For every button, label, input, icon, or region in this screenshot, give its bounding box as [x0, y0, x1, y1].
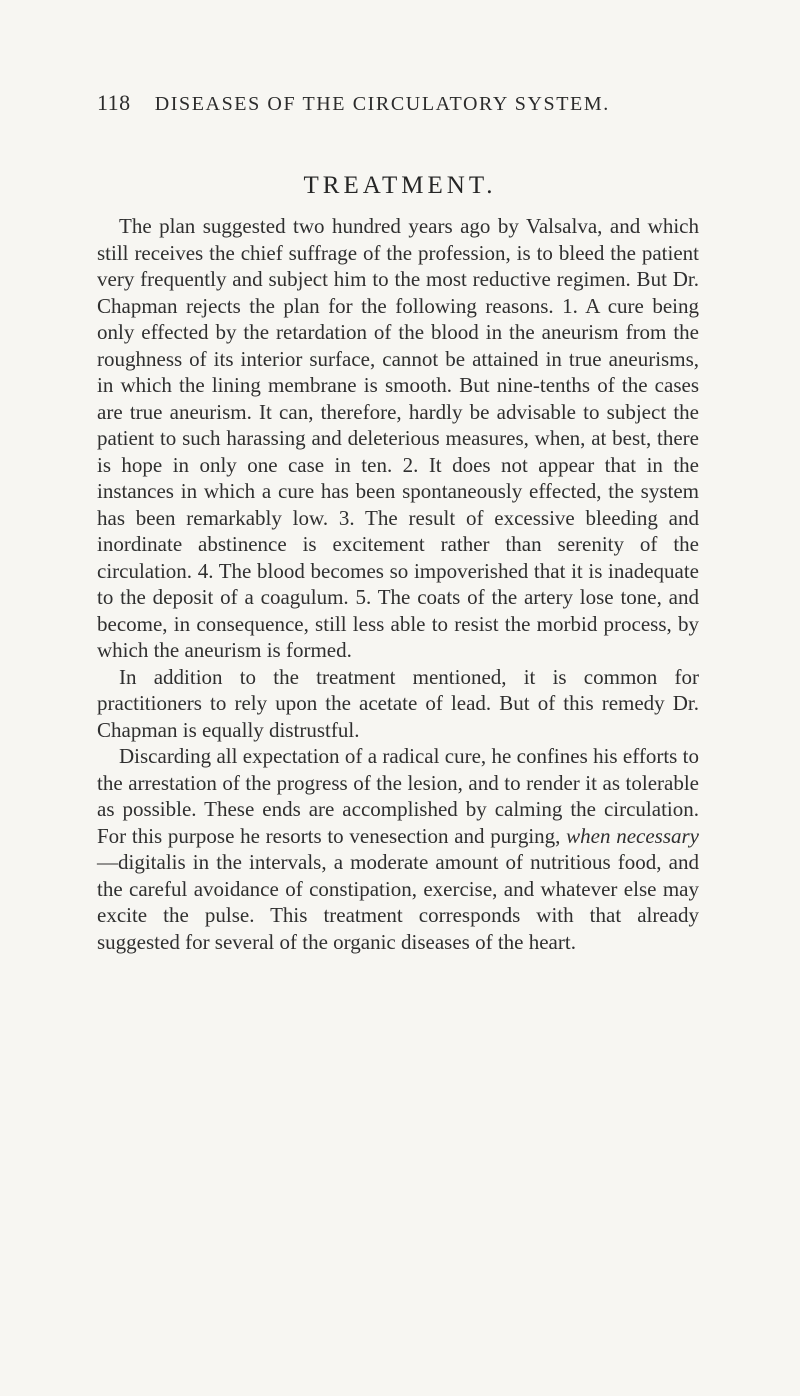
page-number: 118 — [97, 90, 131, 115]
paragraph-3 — [97, 743, 699, 955]
paragraph-1: The plan suggested two hundred years ago by Valsalva, and which still receives the chief suffrage of the profession, is to bleed the patient very frequently and subject him to the most reductive regimen. But Dr. Chapman rejects the plan for the following reasons. 1. A cure being only effected by the retardation of the blood in the aneurism from the roughness of its interior surface, cannot be attained in true aneurisms, in which the lining membrane is smooth. But nine-tenths of the cases are true aneurism. It can, therefore, hardly be advisable to subject the patient to such harassing and deleterious measures, when, at best, there is hope in only one case in ten. 2. It does not appear that in the instances in which a cure has been spontaneously effected, the system has been remarkably low. 3. The result of excessive bleeding and inordinate abstinence is excitement rather than serenity of the circulation. 4. The blood becomes so impoverished that it is inadequate to the deposit of a coagulum. 5. The coats of the artery lose tone, and become, in consequence, still less able to resist the morbid process, by which the aneurism is formed. — [97, 214, 699, 662]
running-head — [97, 90, 717, 116]
body-text — [97, 213, 699, 955]
paragraph-3-italic-phrase: when necessary — [566, 823, 699, 848]
paragraph-2: In addition to the treatment mentioned, it is common for practitioners to rely upon the acetate of lead. But of this remedy Dr. Chapman is equally distrustful. — [97, 664, 699, 742]
paragraph-3-text-after: —digitalis in the intervals, a moderate amount of nutritious food, and the careful avoidance of constipation, exercise, and whatever else may excite the pulse. This treatment corresponds with that already suggested for several of the organic diseases of the heart. — [97, 850, 699, 954]
section-title: TREATMENT. — [303, 172, 497, 199]
paragraph-3-text-before: Discarding all expectation of a radical cure, he confines his efforts to the arrestation of the progress of the lesion, and to render it as tolerable as possible. These ends are accomplished by calming the circulation. For this purpose he resorts to venesection and purging, — [97, 744, 699, 848]
running-head-title: DISEASES OF THE CIRCULATORY SYSTEM. — [154, 93, 610, 115]
